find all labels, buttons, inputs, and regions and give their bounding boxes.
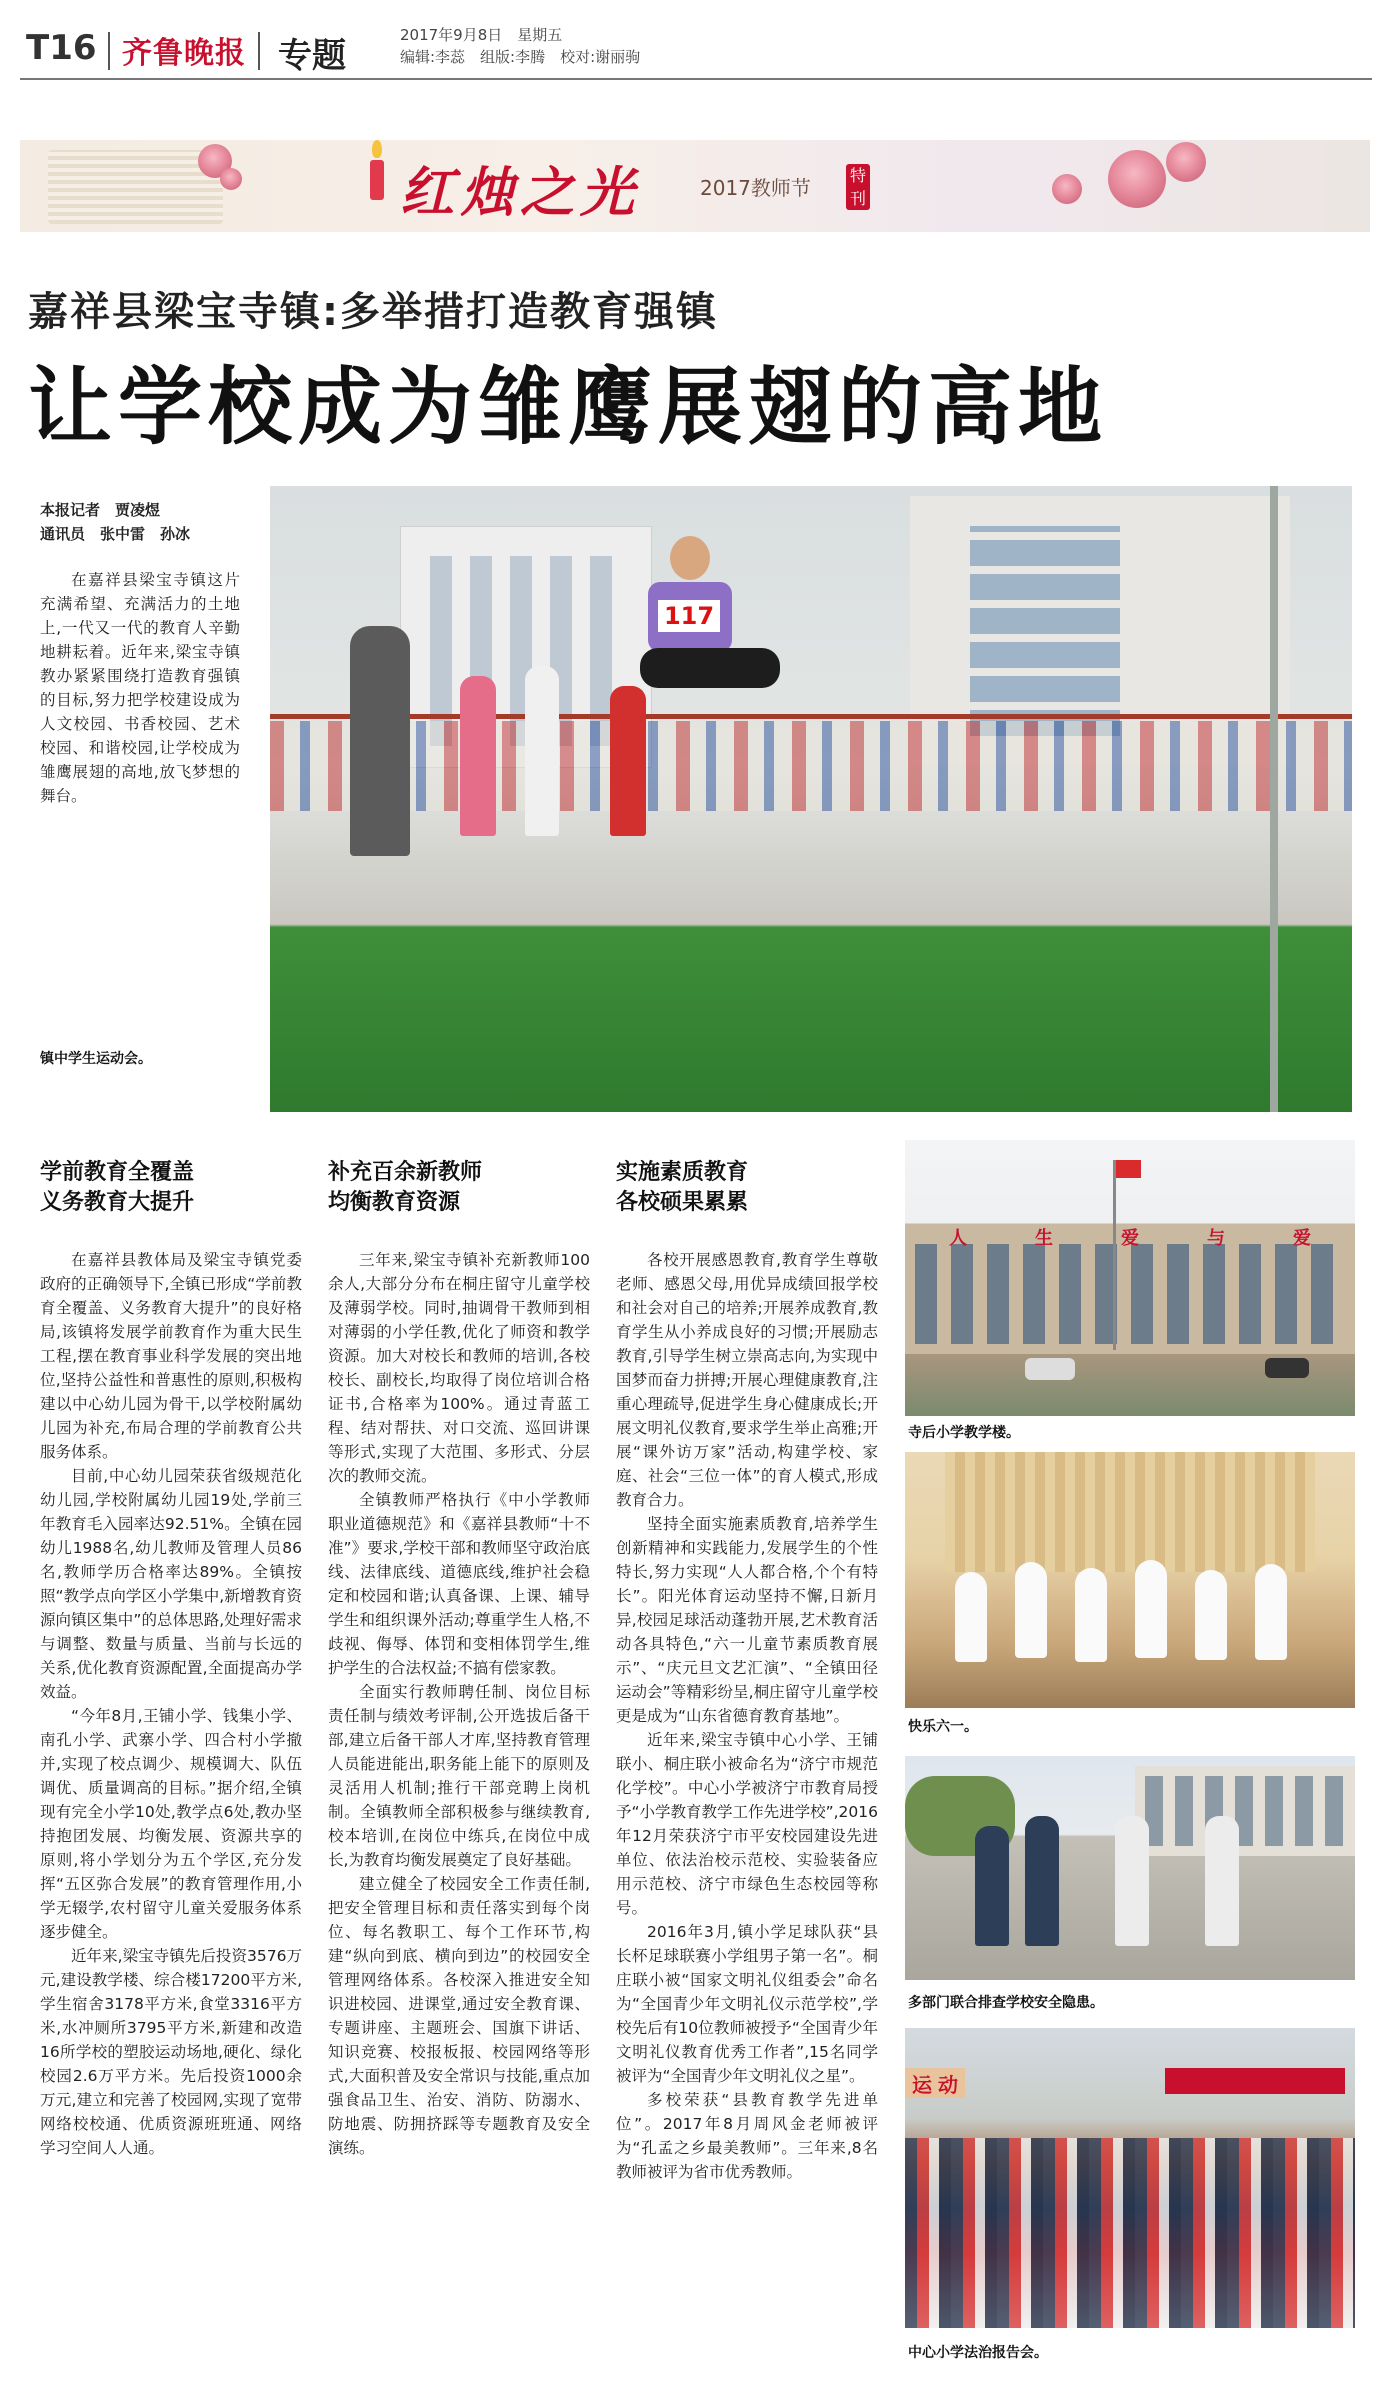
column-heading-line: 均衡教育资源 — [328, 1190, 461, 1215]
column-heading-line: 实施素质教育 — [616, 1160, 749, 1185]
column-heading — [328, 1158, 590, 1218]
paragraph: 三年来,梁宝寺镇补充新教师100余人,大部分分布在桐庄留守儿童学校及薄弱学校。同时,抽调骨干教师到相对薄弱的小学任教,优化了师资和教学资源。加大对校长和教师的培训,各校校长、副校长,均取得了岗位培训合格证书,合格率为100%。通过青蓝工程、结对帮扶、对口交流、巡回讲课等形式,实现了大范围、多形式、分层次的教师交流。 — [328, 1251, 590, 1485]
student-figure — [610, 686, 646, 836]
paragraph: 目前,中心幼儿园荣获省级规范化幼儿园,学校附属幼儿园19处,学前三年教育毛入园率达92.51%。全镇在园幼儿1988名,幼儿教师及管理人员86名,教师学历合格率达89%。全镇按照“教学点向学区小学集中,新增教育资源向镇区集中”的总体思路,处理好需求与调整、数量与质量、当前与长远的关系,优化教育资源配置,全面提高办学效益。 — [40, 1467, 302, 1701]
photo-caption: 多部门联合排查学校安全隐患。 — [908, 1995, 1104, 2011]
high-jump-bar — [270, 714, 1352, 719]
sign-char: 爱 — [1121, 1228, 1139, 1249]
paragraph: 多校荣获“县教育教学先进单位”。2017年8月周风金老师被评为“孔孟之乡最美教师”。三年来,8名教师被评为省市优秀教师。 — [616, 2091, 878, 2181]
paragraph: 建立健全了校园安全工作责任制,把安全管理目标和责任落实到每个岗位、每名教职工、每个工作环节,构建“纵向到底、横向到边”的校园安全管理网络体系。各校深入推进安全知识进校园、进课堂,通过安全教育课、专题讲座、主题班会、国旗下讲话、知识竞赛、校报板报、校园网络等形式,大面积普及安全常识与技能,重点加强食品卫生、治安、消防、防溺水、防地震、防拥挤踩等专题教育及安全演练。 — [328, 1875, 590, 2157]
sign-char: 动 — [938, 2072, 958, 2097]
paragraph: 各校开展感恩教育,教育学生尊敬老师、感恩父母,用优异成绩回报学校和社会对自己的培养;开展养成教育,教育学生从小养成良好的习惯;开展励志教育,引导学生树立崇高志向,为实现中国梦而奋力拼搏;开展心理健康教育,注重心理疏导,促进学生身心健康成长;开展文明礼仪教育,要求学生举止高雅;开展“课外访万家”活动,构建学校、家庭、社会“三位一体”的育人模式,形成教育合力。 — [616, 1251, 878, 1509]
crowd-band — [270, 721, 1352, 811]
date-line: 2017年9月8日 星期五 — [400, 26, 563, 44]
column-heading-line: 学前教育全覆盖 — [40, 1160, 195, 1185]
special-issue-tag: 特刊 — [846, 164, 870, 210]
audience-rows — [905, 2138, 1355, 2328]
paragraph: 全面实行教师聘任制、岗位目标责任制与绩效考评制,公开选拔后备干部,建立后备干部人才库,坚持教育管理人员能进能出,职务能上能下的原则及灵活用人机制;推行干部竞聘上岗机制。全镇教师全部积极参与继续教育,校本培训,在岗位中练兵,在岗位中成长,为教育均衡发展奠定了良好基础。 — [328, 1683, 590, 1869]
header-divider — [258, 32, 260, 70]
officer-figure — [1025, 1816, 1059, 1946]
sign-char: 生 — [1035, 1228, 1053, 1249]
byline-reporter: 本报记者 贾凌煜 — [40, 501, 161, 519]
official-figure — [350, 626, 410, 856]
flag-icon — [1115, 1160, 1141, 1178]
paragraph: 近年来,梁宝寺镇先后投资3576万元,建设教学楼、综合楼17200平方米,学生宿舍3178平方米,食堂3316平方米,水冲厕所3795平方米,新建和改造16所学校的塑胶运动场地,硬化、绿化校园2.6万平方米。先后投资1000余万元,建立和完善了校园网,实现了宽带网络校校通、优质资源班班通、网络学习空间人人通。 — [40, 1947, 302, 2157]
car-icon — [1265, 1358, 1309, 1378]
jumper-legs — [640, 648, 780, 688]
header-divider — [108, 32, 110, 70]
jumper-head — [670, 536, 710, 580]
sign-char: 运 — [912, 2072, 932, 2097]
newspaper-masthead: 齐鲁晚报 — [122, 36, 246, 71]
book-illustration — [48, 150, 223, 224]
stage-banner — [1165, 2068, 1345, 2094]
officer-figure — [975, 1826, 1009, 1946]
article-column-2 — [328, 1158, 590, 2160]
high-jump-pole — [1270, 486, 1278, 1112]
article-intro: 在嘉祥县梁宝寺镇这片充满希望、充满活力的土地上,一代又一代的教育人辛勤地耕耘着。近年来,梁宝寺镇教办紧紧围绕打造教育强镇的目标,努力把学校建设成为人文校园、书香校园、艺术校园、和谐校园,让学校成为雏鹰展翅的高地,放飞梦想的舞台。 — [40, 571, 240, 805]
dancer-figure — [1015, 1562, 1047, 1658]
jumper-figure — [600, 526, 780, 696]
byline — [40, 498, 190, 546]
stage-curtain — [945, 1452, 1315, 1572]
article-subheadline: 嘉祥县梁宝寺镇:多举措打造教育强镇 — [28, 289, 718, 335]
sports-meet-photo — [270, 486, 1352, 1112]
paragraph: 在嘉祥县教体局及梁宝寺镇党委政府的正确领导下,全镇已形成“学前教育全覆盖、义务教育大提升”的良好格局,该镇将发展学前教育作为重大民生工程,摆在教育事业科学发展的突出地位,坚持公益性和普惠性的原则,积极构建以中心幼儿园为骨干,以学校附属幼儿园为补充,布局合理的学前教育公共服务体系。 — [40, 1251, 302, 1461]
flagpole — [1113, 1160, 1116, 1350]
editors-line: 编辑:李蕊 组版:李腾 校对:谢丽驹 — [400, 48, 641, 66]
dancer-figure — [1075, 1568, 1107, 1662]
byline-correspondents: 通讯员 张中雷 孙冰 — [40, 525, 191, 543]
paragraph: “今年8月,王铺小学、钱集小学、南孔小学、武寨小学、四合村小学撤并,实现了校点调少、规模调大、队伍调优、质量调高的目标。”据介绍,全镇现有完全小学10处,教学点6处,教办坚持抱团发展、均衡发展、资源共享的原则,将小学划分为五个学区,充分发挥“五区弥合发展”的教育管理作用,小学无辍学,农村留守儿童关爱服务体系逐步健全。 — [40, 1707, 302, 1941]
officer-figure — [1205, 1816, 1239, 1946]
special-issue-banner — [20, 140, 1370, 232]
paragraph: 坚持全面实施素质教育,培养学生创新精神和实践能力,发展学生的个性特长,努力实现“人人都合格,个个有特长”。阳光体育运动坚持不懈,日新月异,校园足球活动蓬勃开展,艺术教育活动各具特色,“六一儿童节素质教育展示”、“庆元旦文艺汇演”、“全镇田径运动会”等精彩纷呈,桐庄留守儿童学校更是成为“山东省德育教育基地”。 — [616, 1515, 878, 1725]
race-bib: 117 — [658, 600, 720, 632]
section-name: 专题 — [278, 36, 346, 76]
dancer-figure — [1255, 1564, 1287, 1660]
paragraph: 全镇教师严格执行《中小学教师职业道德规范》和《嘉祥县教师“十不准”》要求,学校干部和教师坚守政治底线、法律底线、道德底线,维护社会稳定和校园和谐;认真备课、上课、辅导学生和组织课外活动;尊重学生人格,不歧视、侮辱、体罚和变相体罚学生,维护学生的合法权益;不搞有偿家教。 — [328, 1491, 590, 1677]
column-heading — [616, 1158, 878, 1218]
building-window-grid — [970, 526, 1120, 736]
childrens-day-photo — [905, 1452, 1355, 1708]
rose-decoration — [1108, 150, 1166, 208]
page-number: T16 — [26, 28, 97, 68]
school-building-photo — [905, 1140, 1355, 1416]
photo-caption: 快乐六一。 — [908, 1719, 978, 1735]
building-window-grid — [1145, 1776, 1345, 1846]
sign-char: 爱 — [1293, 1228, 1311, 1249]
rose-decoration — [1052, 174, 1082, 204]
student-figure — [460, 676, 496, 836]
column-heading-line: 义务教育大提升 — [40, 1190, 195, 1215]
column-heading-line: 各校硕果累累 — [616, 1190, 749, 1215]
legal-lecture-photo — [905, 2028, 1355, 2328]
rose-decoration — [1166, 142, 1206, 182]
sign-char: 与 — [1207, 1228, 1225, 1249]
header-rule — [20, 78, 1372, 80]
student-figure — [525, 666, 559, 836]
photo-caption: 中心小学法治报告会。 — [908, 2345, 1048, 2361]
dancer-figure — [1195, 1570, 1227, 1660]
candle-icon — [370, 160, 384, 200]
paragraph: 近年来,梁宝寺镇中心小学、王铺联小、桐庄联小被命名为“济宁市规范化学校”。中心小学被济宁市教育局授予“小学教育教学工作先进学校”,2016年12月荣获济宁市平安校园建设先进单位、依法治校示范校、实验装备应用示范校、济宁市绿色生态校园等称号。 — [616, 1731, 878, 1917]
safety-inspection-photo — [905, 1756, 1355, 1980]
photo-caption: 寺后小学教学楼。 — [908, 1425, 1020, 1441]
article-column-3 — [616, 1158, 878, 2184]
column-heading — [40, 1158, 302, 1218]
dancer-figure — [1135, 1560, 1167, 1658]
candle-flame-icon — [372, 140, 382, 158]
sign-char: 人 — [949, 1228, 967, 1249]
car-icon — [1025, 1358, 1075, 1380]
banner-year-label: 2017教师节 — [700, 176, 811, 200]
wall-slogan — [905, 2068, 965, 2098]
roof-sign-text — [915, 1224, 1345, 1248]
article-headline: 让学校成为雏鹰展翅的高地 — [28, 358, 1109, 456]
paragraph: 2016年3月,镇小学足球队获“县长杯足球联赛小学组男子第一名”。桐庄联小被“国家文明礼仪组委会”命名为“全国青少年文明礼仪示范学校”,学校先后有10位教师被授予“全国青少年文明礼仪教育优秀工作者”,15名同学被评为“全国青少年文明礼仪之星”。 — [616, 1923, 878, 2085]
building-window-grid — [915, 1244, 1345, 1344]
main-photo-caption-label: 镇中学生运动会。 — [40, 1051, 152, 1067]
dancer-figure — [955, 1572, 987, 1662]
rose-decoration — [220, 168, 242, 190]
officer-figure — [1115, 1816, 1149, 1946]
article-column-1 — [40, 1158, 302, 2160]
banner-title: 红烛之光 — [400, 160, 640, 224]
column-heading-line: 补充百余新教师 — [328, 1160, 483, 1185]
